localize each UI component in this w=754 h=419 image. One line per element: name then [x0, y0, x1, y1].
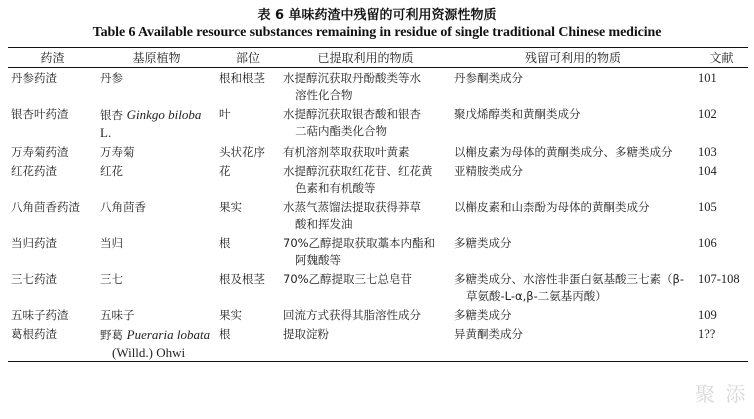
cell-reference: 105 — [698, 200, 717, 214]
table-row — [8, 269, 748, 305]
cell-residue: 万寿菊药渣 — [11, 145, 69, 159]
extracted-line2: 溶性化合物 — [295, 88, 353, 102]
col-header-part: 部位 — [235, 51, 260, 65]
extracted-line2: 酸和挥发油 — [295, 217, 353, 231]
residual-line2: 草氨酸-L-α,β-二氨基丙酸） — [466, 289, 607, 303]
extracted-line1: 70%乙醇提取获取藁本内酯和 — [283, 236, 436, 250]
extracted-line1: 水蒸气蒸馏法提取获得莽草 — [283, 200, 421, 214]
table-row — [8, 104, 748, 142]
cell-part: 根和根茎 — [219, 71, 265, 85]
cell-reference: 103 — [698, 145, 717, 159]
table-row — [8, 233, 748, 269]
cell-plant — [97, 233, 216, 269]
cell-part: 根 — [219, 327, 231, 341]
cell-extracted — [280, 233, 451, 269]
plant-name-author: L. — [100, 125, 112, 140]
plant-name-cn: 三七 — [100, 272, 123, 286]
extracted-line1: 水提醇沉获取丹酚酸类等水 — [283, 71, 421, 85]
plant-name-cn: 当归 — [100, 236, 123, 250]
cell-residual: 聚戊烯醇类和黄酮类成分 — [454, 107, 581, 121]
cell-part: 根 — [219, 236, 231, 250]
cell-residue: 葛根药渣 — [11, 327, 57, 341]
cell-reference: 107-108 — [698, 272, 740, 286]
cell-part: 花 — [219, 164, 231, 178]
cell-residue: 丹参药渣 — [11, 71, 57, 85]
cell-plant — [97, 161, 216, 197]
cell-residual: 多糖类成分 — [454, 236, 512, 250]
cell-residual: 多糖类成分 — [454, 308, 512, 322]
cell-residual: 丹参酮类成分 — [454, 71, 523, 85]
cell-part: 果实 — [219, 308, 242, 322]
cell-part: 头状花序 — [219, 145, 265, 159]
extracted-line2: 阿魏酸等 — [295, 253, 341, 267]
cell-reference: 102 — [698, 107, 717, 121]
col-header-reference: 文献 — [709, 51, 734, 65]
cell-extracted — [280, 197, 451, 233]
cell-plant — [97, 269, 216, 305]
plant-name-author: (Willd.) Ohwi — [112, 345, 186, 360]
plant-name-cn: 红花 — [100, 164, 123, 178]
cell-residual: 以槲皮素和山柰酚为母体的黄酮类成分 — [454, 200, 650, 214]
cell-residue: 八角茴香药渣 — [11, 200, 80, 214]
table-row — [8, 68, 748, 105]
extracted-line2: 色素和有机酸等 — [295, 181, 376, 195]
extracted-line1: 水提醇沉获取红花苷、红花黄 — [283, 164, 433, 178]
cell-reference: 1?? — [698, 327, 716, 341]
table-row — [8, 197, 748, 233]
table-row — [8, 142, 748, 161]
table-row — [8, 324, 748, 362]
cell-extracted: 回流方式获得其脂溶性成分 — [283, 308, 421, 322]
cell-residue: 五味子药渣 — [11, 308, 69, 322]
cell-extracted — [280, 104, 451, 142]
table-title-cn: 表 6 单味药渣中残留的可利用资源性物质 — [257, 8, 497, 23]
cell-residue: 红花药渣 — [11, 164, 57, 178]
plant-name-cn: 银杏 — [100, 108, 127, 122]
plant-name-cn: 丹参 — [100, 71, 123, 85]
table-header-row — [8, 48, 748, 68]
table-row — [8, 305, 748, 324]
col-header-extracted: 已提取利用的物质 — [317, 51, 414, 65]
extracted-line2: 二萜内酯类化合物 — [295, 124, 387, 138]
table-title-en: Table 6 Available resource substances remaining in residue of single traditional Chinese medicine — [92, 25, 662, 40]
cell-extracted — [280, 68, 451, 105]
extracted-line1: 水提醇沉获取银杏酸和银杏 — [283, 107, 421, 121]
plant-name-latin: Pueraria lobata — [126, 327, 211, 342]
cell-part: 果实 — [219, 200, 242, 214]
cell-residual: 以槲皮素为母体的黄酮类成分、多糖类成分 — [454, 145, 673, 159]
plant-name-cn: 万寿菊 — [100, 145, 135, 159]
cell-residual — [451, 269, 695, 305]
cell-residue: 银杏叶药渣 — [11, 107, 69, 121]
cell-residual: 异黄酮类成分 — [454, 327, 523, 341]
cell-plant — [97, 305, 216, 324]
cell-plant — [97, 324, 216, 362]
cell-plant — [97, 197, 216, 233]
cell-reference: 104 — [698, 164, 717, 178]
cell-residue: 三七药渣 — [11, 272, 57, 286]
col-header-residue: 药渣 — [40, 51, 65, 65]
cell-plant — [97, 142, 216, 161]
cell-plant — [97, 68, 216, 105]
cell-residual: 亚精胺类成分 — [454, 164, 523, 178]
cell-residue: 当归药渣 — [11, 236, 57, 250]
plant-name-latin: Ginkgo biloba — [126, 107, 202, 122]
resource-substances-table — [8, 47, 748, 362]
col-header-plant: 基原植物 — [132, 51, 181, 65]
cell-reference: 106 — [698, 236, 717, 250]
cell-part: 根及根茎 — [219, 272, 265, 286]
cell-extracted: 70%乙醇提取三七总皂苷 — [283, 272, 413, 286]
col-header-residual: 残留可利用的物质 — [524, 51, 621, 65]
cell-reference: 109 — [698, 308, 717, 322]
cell-extracted: 有机溶剂萃取获取叶黄素 — [283, 145, 410, 159]
plant-name-cn: 野葛 — [100, 328, 127, 342]
cell-extracted — [280, 161, 451, 197]
cell-part: 叶 — [219, 107, 231, 121]
table-row — [8, 161, 748, 197]
plant-name-cn: 八角茴香 — [100, 200, 146, 214]
cell-reference: 101 — [698, 71, 717, 85]
plant-name-cn: 五味子 — [100, 308, 135, 322]
cell-plant — [97, 104, 216, 142]
watermark: 聚 添 — [695, 382, 748, 406]
cell-extracted: 提取淀粉 — [283, 327, 329, 341]
residual-line1: 多糖类成分、水溶性非蛋白氨基酸三七素（β- — [454, 272, 684, 286]
